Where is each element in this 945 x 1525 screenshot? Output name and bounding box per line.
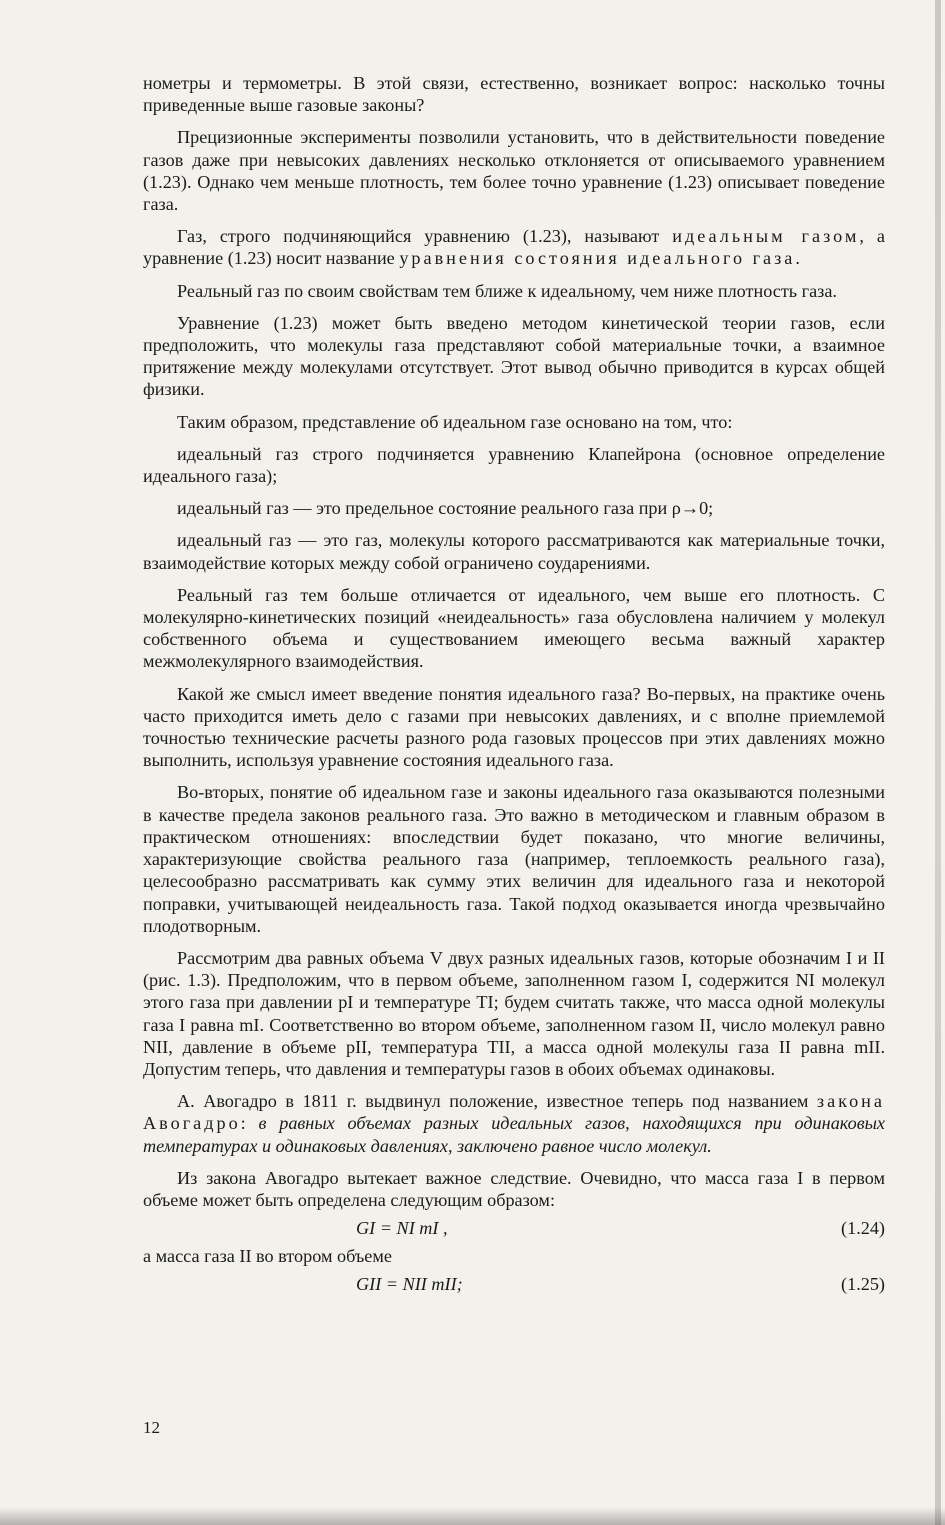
- paragraph: Таким образом, представление об идеальном газе основано на том, что:: [177, 411, 733, 432]
- text-span: :: [240, 1113, 259, 1134]
- formula-1-25: [143, 1273, 885, 1297]
- page-body: [143, 72, 885, 1297]
- paragraph-ideal-gas-definition: [143, 225, 885, 269]
- text-span: Газ, строго подчиняющийся уравнению (1.23), называют: [177, 226, 673, 247]
- paragraph: нометры и термометры. В этой связи, естественно, возникает вопрос: насколько точны приведенные выше газовые законы?: [143, 73, 885, 116]
- paragraph: Какой же смысл имеет введение понятия идеального газа? Во-первых, на практике очень часто приходится иметь дело с газами при невысоких давлениях, и с вполне приемлемой точностью технические расчеты разного рода газовых процессов при этих давлениях можно выполнить, используя уравнение состояния идеального газа.: [143, 683, 885, 771]
- spaced-term: закона Авогадро: [143, 1091, 885, 1134]
- text-span: .: [795, 248, 800, 269]
- paragraph: а масса газа II во втором объеме: [143, 1246, 392, 1267]
- formula-expression: GII = NII mII;: [356, 1274, 463, 1295]
- list-item: идеальный газ строго подчиняется уравнению Клапейрона (основное определение идеального газа);: [143, 443, 885, 487]
- formula-1-24: [143, 1217, 885, 1241]
- paragraph: Рассмотрим два равных объема V двух разных идеальных газов, которые обозначим I и II (рис. 1.3). Предположим, что в первом объеме, заполненном газом I, содержится NI молекул этого газа при давлении pI и температуре TI; будем считать также, что масса одной молекулы газа I равна mI. Соответственно во втором объеме, заполненном газом II, число молекул равно NII, давление в объеме pII, температура TII, а масса одной молекулы газа II равна mII. Допустим теперь, что давления и температуры газов в обоих объемах одинаковы.: [143, 947, 885, 1079]
- paragraph: Реальный газ по своим свойствам тем ближе к идеальному, чем ниже плотность газа.: [177, 280, 837, 301]
- paragraph: Во-вторых, понятие об идеальном газе и законы идеального газа оказываются полезными в качестве предела законов реального газа. Это важно в методическом и главным образом в практическом отношениях: впоследствии будет показано, что многие величины, характеризующие свойства реального газа (например, теплоемкость реального газа), целесообразно рассматривать как сумму этих величин для идеального газа и некоторой поправки, учитывающей неидеальность газа. Такой подход оказывается иногда чрезвычайно плодотворным.: [143, 782, 885, 936]
- text-span: , а уравнение (1.23) носит название: [143, 226, 885, 269]
- page-number: 12: [143, 1418, 160, 1437]
- paragraph: Уравнение (1.23) может быть введено методом кинетической теории газов, если предположить, что молекулы газа представляют собой материальные точки, а взаимное притяжение между молекулами отсутствует. Этот вывод обычно приводится в курсах общей физики.: [143, 312, 885, 400]
- formula-number: (1.25): [841, 1274, 885, 1295]
- paragraph: Прецизионные эксперименты позволили установить, что в действительности поведение газов даже при невысоких давлениях несколько отклоняется от описываемого уравнением (1.23). Однако чем меньше плотность, тем более точно уравнение (1.23) описывает поведение газа.: [143, 127, 885, 215]
- italic-statement: в равных объемах разных идеальных газов, находящихся при одинаковых температурах и одинаковых давлениях, заключено равное число молекул.: [143, 1113, 885, 1156]
- paragraph-avogadro-law: [143, 1090, 885, 1157]
- paragraph: Из закона Авогадро вытекает важное следствие. Очевидно, что масса газа I в первом объеме может быть определена следующим образом:: [143, 1167, 885, 1210]
- formula-number: (1.24): [841, 1218, 885, 1239]
- list-item: идеальный газ — это предельное состояние реального газа при ρ→0;: [177, 498, 714, 519]
- spaced-term: идеальным газом: [672, 226, 860, 247]
- page-edge-shadow: [935, 0, 941, 1525]
- spaced-term: уравнения состояния идеального газа: [399, 248, 796, 269]
- formula-expression: GI = NI mI ,: [356, 1218, 448, 1239]
- list-item: идеальный газ — это газ, молекулы которого рассматриваются как материальные точки, взаимодействие которых между собой ограничено соударениями.: [143, 530, 885, 573]
- text-span: А. Авогадро в 1811 г. выдвинул положение, известное теперь под названием: [177, 1091, 817, 1112]
- page-bottom-shadow: [0, 1507, 945, 1525]
- paragraph: Реальный газ тем больше отличается от идеального, чем выше его плотность. С молекулярно-кинетических позиций «неидеальность» газа обусловлена наличием у молекул собственного объема и существованием имеющего весьма важный характер межмолекулярного взаимодействия.: [143, 584, 885, 672]
